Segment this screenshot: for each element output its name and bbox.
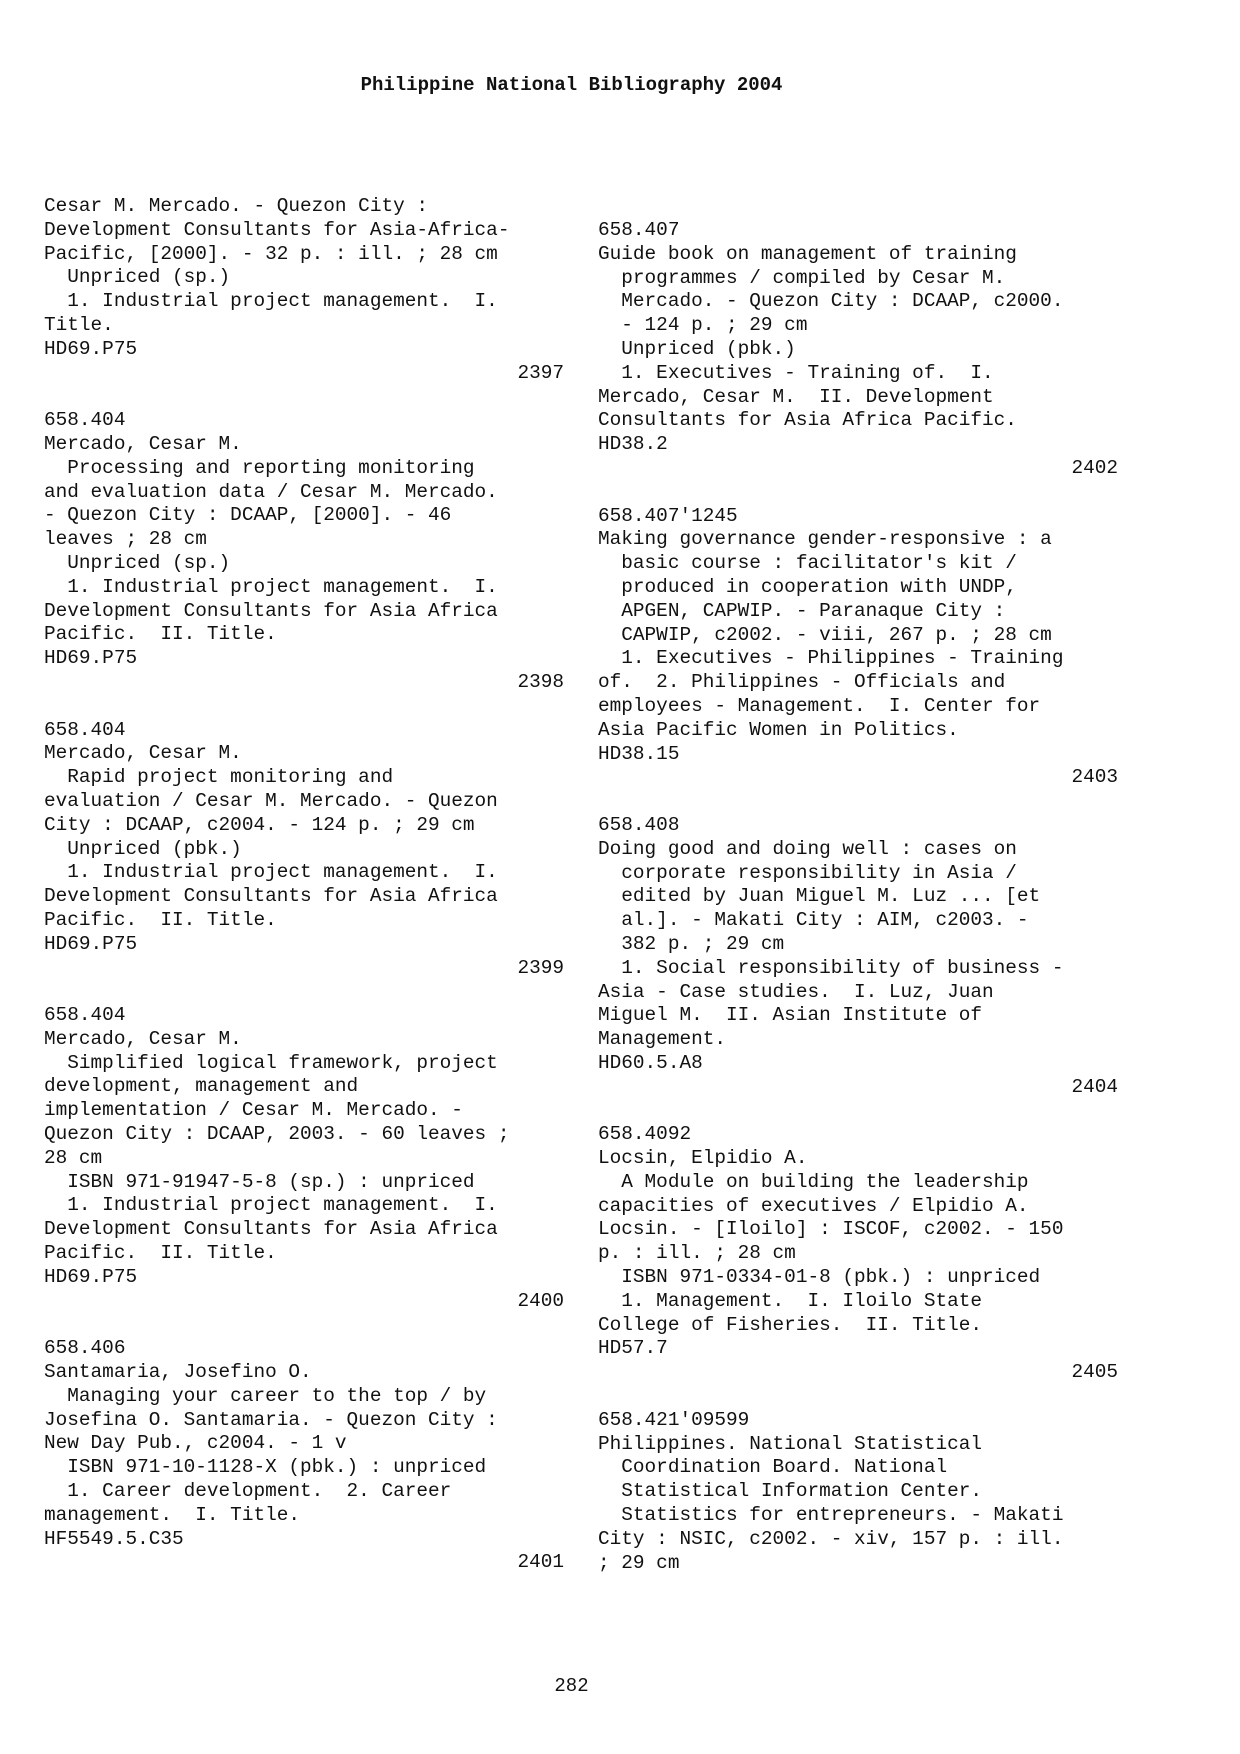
text-line — [598, 1385, 1118, 1409]
text-line: Unpriced (pbk.) — [598, 337, 796, 360]
text-line: City : NSIC, c2002. - xiv, 157 p. : ill. — [598, 1527, 1064, 1550]
text-line: 658.404 — [44, 409, 126, 432]
text-line — [598, 481, 1118, 505]
text-line: 1. Industrial project management. I. — [44, 290, 498, 313]
text-line: Development Consultants for Asia Africa — [44, 599, 498, 622]
text-line — [44, 1313, 564, 1337]
text-line: Development Consultants for Asia Africa — [44, 885, 498, 908]
text-line: Statistics for entrepreneurs. - Makati — [598, 1504, 1064, 1527]
text-line: Title. — [44, 313, 114, 336]
left-column — [44, 195, 564, 1575]
text-line — [44, 980, 564, 1004]
text-line: corporate responsibility in Asia / — [598, 861, 1017, 884]
entry-number: 2399 — [517, 956, 564, 979]
text-line: City : DCAAP, c2004. - 124 p. ; 29 cm — [44, 813, 475, 836]
text-line: HD60.5.A8 — [598, 1051, 703, 1074]
text-line: Development Consultants for Asia Africa — [44, 1218, 498, 1241]
text-line: 658.404 — [44, 718, 126, 741]
text-line: Management. — [598, 1028, 726, 1051]
text-line: Quezon City : DCAAP, 2003. - 60 leaves ; — [44, 1123, 510, 1146]
text-line: ; 29 cm — [598, 1551, 680, 1574]
text-line: 28 cm — [44, 1146, 103, 1169]
text-line: HF5549.5.C35 — [44, 1527, 184, 1550]
right-column — [598, 219, 1118, 1575]
text-line: produced in cooperation with UNDP, — [598, 575, 1017, 598]
page-header: Philippine National Bibliography 2004 — [360, 74, 783, 96]
text-line: Mercado. - Quezon City : DCAAP, c2000. — [598, 290, 1064, 313]
text-line: Mercado, Cesar M. II. Development — [598, 385, 994, 408]
text-line — [44, 695, 564, 719]
text-line: 1. Executives - Training of. I. — [598, 361, 994, 384]
text-line: 1. Executives - Philippines - Training — [598, 647, 1064, 670]
text-line: Pacific, [2000]. - 32 p. : ill. ; 28 cm — [44, 242, 498, 265]
text-line: 658.404 — [44, 1004, 126, 1027]
entry-number: 2397 — [517, 361, 564, 384]
text-line: CAPWIP, c2002. - viii, 267 p. ; 28 cm — [598, 623, 1052, 646]
text-line: of. 2. Philippines - Officials and — [598, 671, 1006, 694]
text-line — [598, 790, 1118, 814]
text-line: capacities of executives / Elpidio A. — [598, 1194, 1029, 1217]
text-line: Statistical Information Center. — [598, 1480, 982, 1503]
text-line: 1. Industrial project management. I. — [44, 1194, 498, 1217]
text-line: Asia - Case studies. I. Luz, Juan — [598, 980, 994, 1003]
text-line: HD69.P75 — [44, 647, 138, 670]
text-line: 1. Industrial project management. I. — [44, 861, 498, 884]
text-line — [44, 385, 564, 409]
entry-number: 2403 — [1071, 766, 1118, 789]
text-line: Doing good and doing well : cases on — [598, 837, 1017, 860]
text-line: 1. Career development. 2. Career — [44, 1480, 452, 1503]
text-line: Locsin. - [Iloilo] : ISCOF, c2002. - 150 — [598, 1218, 1064, 1241]
text-line: Rapid project monitoring and — [44, 766, 394, 789]
entry-number: 2401 — [517, 1551, 564, 1574]
text-line: and evaluation data / Cesar M. Mercado. — [44, 480, 498, 503]
text-line: APGEN, CAPWIP. - Paranaque City : — [598, 599, 1006, 622]
text-line: Miguel M. II. Asian Institute of — [598, 1004, 982, 1027]
text-line: 1. Industrial project management. I. — [44, 575, 498, 598]
text-line: New Day Pub., c2004. - 1 v — [44, 1432, 347, 1455]
text-line: implementation / Cesar M. Mercado. - — [44, 1099, 463, 1122]
text-line: 658.408 — [598, 813, 680, 836]
text-line: Unpriced (sp.) — [44, 266, 231, 289]
text-line: 382 p. ; 29 cm — [598, 932, 785, 955]
text-line: Guide book on management of training — [598, 242, 1017, 265]
text-line: leaves ; 28 cm — [44, 528, 207, 551]
text-line: Mercado, Cesar M. — [44, 1027, 242, 1050]
text-line — [598, 1099, 1118, 1123]
text-line: Development Consultants for Asia-Africa- — [44, 218, 510, 241]
entry-number: 2400 — [517, 1289, 564, 1312]
text-line: Mercado, Cesar M. — [44, 432, 242, 455]
text-line: Coordination Board. National — [598, 1456, 948, 1479]
text-line: programmes / compiled by Cesar M. — [598, 266, 1006, 289]
entry-number: 2404 — [1071, 1075, 1118, 1098]
entry-number: 2405 — [1071, 1361, 1118, 1384]
text-line: Processing and reporting monitoring — [44, 456, 475, 479]
text-line: Unpriced (sp.) — [44, 551, 231, 574]
text-line: p. : ill. ; 28 cm — [598, 1242, 796, 1265]
text-line: - Quezon City : DCAAP, [2000]. - 46 — [44, 504, 452, 527]
text-line: 658.407'1245 — [598, 504, 738, 527]
text-line: Asia Pacific Women in Politics. — [598, 718, 959, 741]
page-number: 282 — [554, 1675, 589, 1697]
text-line: - 124 p. ; 29 cm — [598, 314, 808, 337]
text-line: Pacific. II. Title. — [44, 1242, 277, 1265]
text-line: HD57.7 — [598, 1337, 668, 1360]
text-line: HD69.P75 — [44, 337, 138, 360]
text-line: 1. Social responsibility of business - — [598, 956, 1064, 979]
entry-number: 2398 — [517, 670, 564, 693]
text-line: A Module on building the leadership — [598, 1170, 1029, 1193]
text-line: 658.4092 — [598, 1123, 692, 1146]
text-line: edited by Juan Miguel M. Luz ... [et — [598, 885, 1041, 908]
text-line: Making governance gender-responsive : a — [598, 528, 1052, 551]
text-line: Unpriced (pbk.) — [44, 837, 242, 860]
text-line: ISBN 971-91947-5-8 (sp.) : unpriced — [44, 1170, 475, 1193]
text-line: Consultants for Asia Africa Pacific. — [598, 409, 1017, 432]
text-line: Philippines. National Statistical — [598, 1432, 982, 1455]
text-line: Managing your career to the top / by — [44, 1384, 487, 1407]
text-line: employees - Management. I. Center for — [598, 694, 1041, 717]
text-line: Simplified logical framework, project — [44, 1051, 498, 1074]
text-line: 658.406 — [44, 1337, 126, 1360]
text-line: management. I. Title. — [44, 1503, 300, 1526]
text-line: 1. Management. I. Iloilo State — [598, 1289, 982, 1312]
text-line: evaluation / Cesar M. Mercado. - Quezon — [44, 789, 498, 812]
text-line: ISBN 971-0334-01-8 (pbk.) : unpriced — [598, 1266, 1041, 1289]
text-line: ISBN 971-10-1128-X (pbk.) : unpriced — [44, 1456, 487, 1479]
text-line: HD38.2 — [598, 433, 668, 456]
text-line: College of Fisheries. II. Title. — [598, 1313, 982, 1336]
text-line: 658.407 — [598, 219, 680, 241]
text-line: Cesar M. Mercado. - Quezon City : — [44, 195, 428, 217]
text-line: Pacific. II. Title. — [44, 623, 277, 646]
text-line: 658.421'09599 — [598, 1408, 750, 1431]
text-line: HD69.P75 — [44, 932, 138, 955]
text-line: al.]. - Makati City : AIM, c2003. - — [598, 909, 1029, 932]
text-line: Pacific. II. Title. — [44, 908, 277, 931]
text-line: HD69.P75 — [44, 1265, 138, 1288]
text-line: Locsin, Elpidio A. — [598, 1147, 808, 1170]
text-line: Josefina O. Santamaria. - Quezon City : — [44, 1408, 498, 1431]
text-line: HD38.15 — [598, 742, 680, 765]
text-line: Mercado, Cesar M. — [44, 742, 242, 765]
text-line: development, management and — [44, 1075, 359, 1098]
text-line: basic course : facilitator's kit / — [598, 552, 1017, 575]
text-line: Santamaria, Josefino O. — [44, 1361, 312, 1384]
entry-number: 2402 — [1071, 456, 1118, 479]
